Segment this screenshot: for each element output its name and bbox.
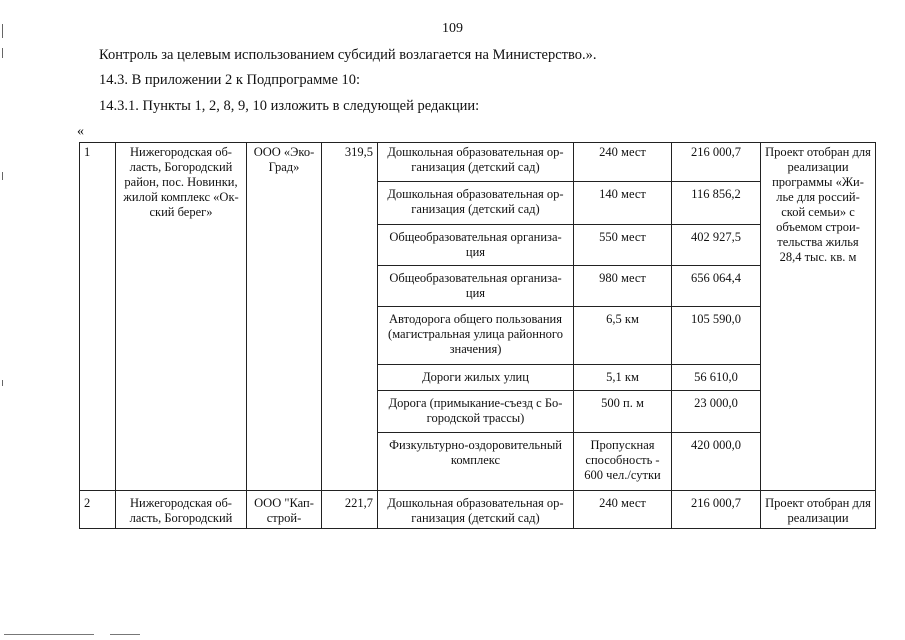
open-quote: « bbox=[77, 124, 84, 139]
row-number: 1 bbox=[80, 143, 116, 491]
facility-cell: Физкультурно-оздоровительный комплекс bbox=[378, 433, 574, 491]
facility-cell: Дороги жилых улиц bbox=[378, 365, 574, 391]
table-row bbox=[80, 143, 876, 182]
capacity-cell: 980 мест bbox=[574, 266, 672, 307]
capacity-cell: 240 мест bbox=[574, 491, 672, 529]
edge-mark bbox=[2, 172, 3, 180]
cost-cell: 116 856,2 bbox=[672, 182, 761, 225]
subsidy-table bbox=[79, 142, 876, 529]
region-cell: Нижегородская об-ласть, Богородский bbox=[116, 491, 247, 529]
capacity-cell: 5,1 км bbox=[574, 365, 672, 391]
region-cell: Нижегородская об-ласть, Богородский район, пос. Новинки, жилой комплекс «Ок-ский берег» bbox=[116, 143, 247, 491]
edge-mark bbox=[2, 380, 3, 386]
row-number: 2 bbox=[80, 491, 116, 529]
cost-cell: 56 610,0 bbox=[672, 365, 761, 391]
facility-cell: Общеобразовательная организа-ция bbox=[378, 225, 574, 266]
organization-cell: ООО «Эко-Град» bbox=[247, 143, 322, 491]
cost-cell: 656 064,4 bbox=[672, 266, 761, 307]
cost-cell: 105 590,0 bbox=[672, 307, 761, 365]
capacity-cell: Пропускная способность - 600 чел./сутки bbox=[574, 433, 672, 491]
facility-cell: Дошкольная образовательная ор-ганизация (детский сад) bbox=[378, 182, 574, 225]
note-cell: Проект отобран для реализации bbox=[761, 491, 876, 529]
facility-cell: Дорога (примыкание-съезд с Бо-городской трассы) bbox=[378, 391, 574, 433]
note-cell: Проект отобран для реализации программы «Жи-лье для россий-ской семьи» с объемом строи-тельства жилья 28,4 тыс. кв. м bbox=[761, 143, 876, 491]
page-number: 109 bbox=[442, 21, 463, 36]
capacity-cell: 500 п. м bbox=[574, 391, 672, 433]
bottom-scan-line bbox=[4, 634, 94, 635]
paragraph-14-3-1: 14.3.1. Пункты 1, 2, 8, 9, 10 изложить в следующей редакции: bbox=[99, 98, 480, 114]
cost-cell: 23 000,0 bbox=[672, 391, 761, 433]
cost-cell: 216 000,7 bbox=[672, 143, 761, 182]
edge-mark bbox=[2, 48, 3, 58]
paragraph-14-3: 14.3. В приложении 2 к Подпрограмме 10: bbox=[99, 72, 361, 88]
capacity-cell: 140 мест bbox=[574, 182, 672, 225]
cost-cell: 402 927,5 bbox=[672, 225, 761, 266]
capacity-cell: 6,5 км bbox=[574, 307, 672, 365]
table-row bbox=[80, 491, 876, 529]
cost-cell: 420 000,0 bbox=[672, 433, 761, 491]
bottom-scan-line bbox=[110, 634, 140, 635]
cost-cell: 216 000,7 bbox=[672, 491, 761, 529]
facility-cell: Дошкольная образовательная ор-ганизация (детский сад) bbox=[378, 143, 574, 182]
area-cell: 221,7 bbox=[322, 491, 378, 529]
organization-cell: ООО "Кап-строй- bbox=[247, 491, 322, 529]
facility-cell: Дошкольная образовательная ор-ганизация (детский сад) bbox=[378, 491, 574, 529]
facility-cell: Общеобразовательная организа-ция bbox=[378, 266, 574, 307]
capacity-cell: 550 мест bbox=[574, 225, 672, 266]
paragraph-control: Контроль за целевым использованием субсидий возлагается на Министерство.». bbox=[99, 47, 597, 63]
capacity-cell: 240 мест bbox=[574, 143, 672, 182]
facility-cell: Автодорога общего пользования (магистральная улица районного значения) bbox=[378, 307, 574, 365]
area-cell: 319,5 bbox=[322, 143, 378, 491]
